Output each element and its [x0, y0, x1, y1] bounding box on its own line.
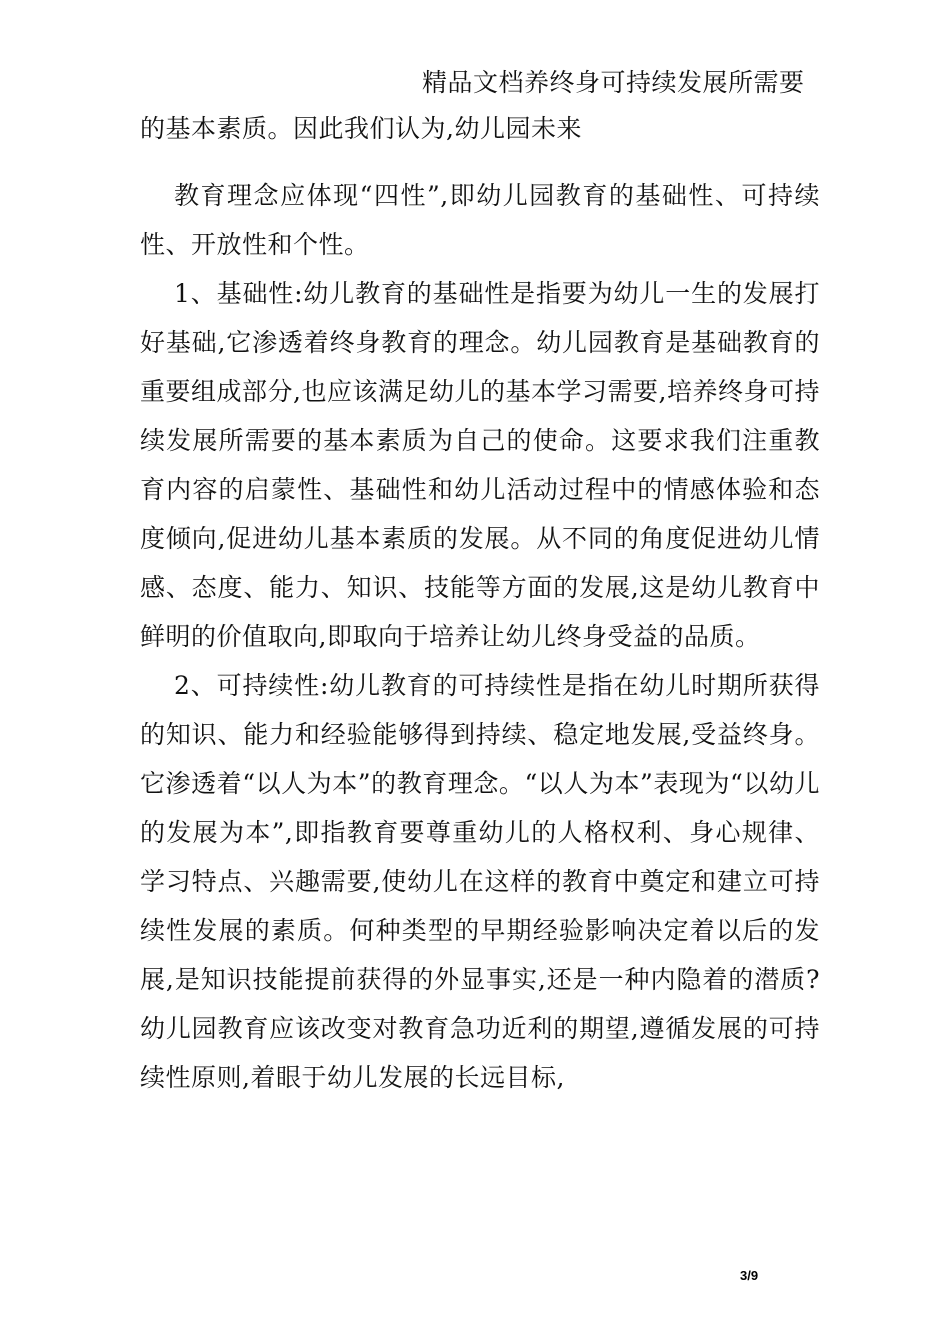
- paragraph-sustainability: 2、可持续性:幼儿教育的可持续性是指在幼儿时期所获得的知识、能力和经验能够得到持续、稳定地发展,受益终身。它渗透着“以人为本”的教育理念。“以人为本”表现为“以幼儿的发展为本”,即指教育要尊重幼儿的人格权利、身心规律、学习特点、兴趣需要,使幼儿在这样的教育中奠定和建立可持续性发展的素质。何种类型的早期经验影响决定着以后的发展,是知识技能提前获得的外显事实,还是一种内隐着的潜质?幼儿园教育应该改变对教育急功近利的期望,遵循发展的可持续性原则,着眼于幼儿发展的长远目标,: [140, 671, 820, 1092]
- header-continued-text: 养终身可持续发展所需要: [524, 68, 805, 97]
- paragraph-continuation: 的基本素质。因此我们认为,幼儿园未来: [140, 114, 582, 143]
- document-body: [140, 104, 820, 1102]
- paragraph-concept: 教育理念应体现“四性”,即幼儿园教育的基础性、可持续性、开放性和个性。: [140, 181, 820, 259]
- header-line: [140, 62, 820, 104]
- header-label: 精品文档: [422, 68, 525, 97]
- paragraph-foundation: 1、基础性:幼儿教育的基础性是指要为幼儿一生的发展打好基础,它渗透着终身教育的理念。幼儿园教育是基础教育的重要组成部分,也应该满足幼儿的基本学习需要,培养终身可持续发展所需要的基本素质为自己的使命。这要求我们注重教育内容的启蒙性、基础性和幼儿活动过程中的情感体验和态度倾向,促进幼儿基本素质的发展。从不同的角度促进幼儿情感、态度、能力、知识、技能等方面的发展,这是幼儿教育中鲜明的价值取向,即取向于培养让幼儿终身受益的品质。: [140, 279, 820, 651]
- page-number: 3/9: [740, 1268, 759, 1283]
